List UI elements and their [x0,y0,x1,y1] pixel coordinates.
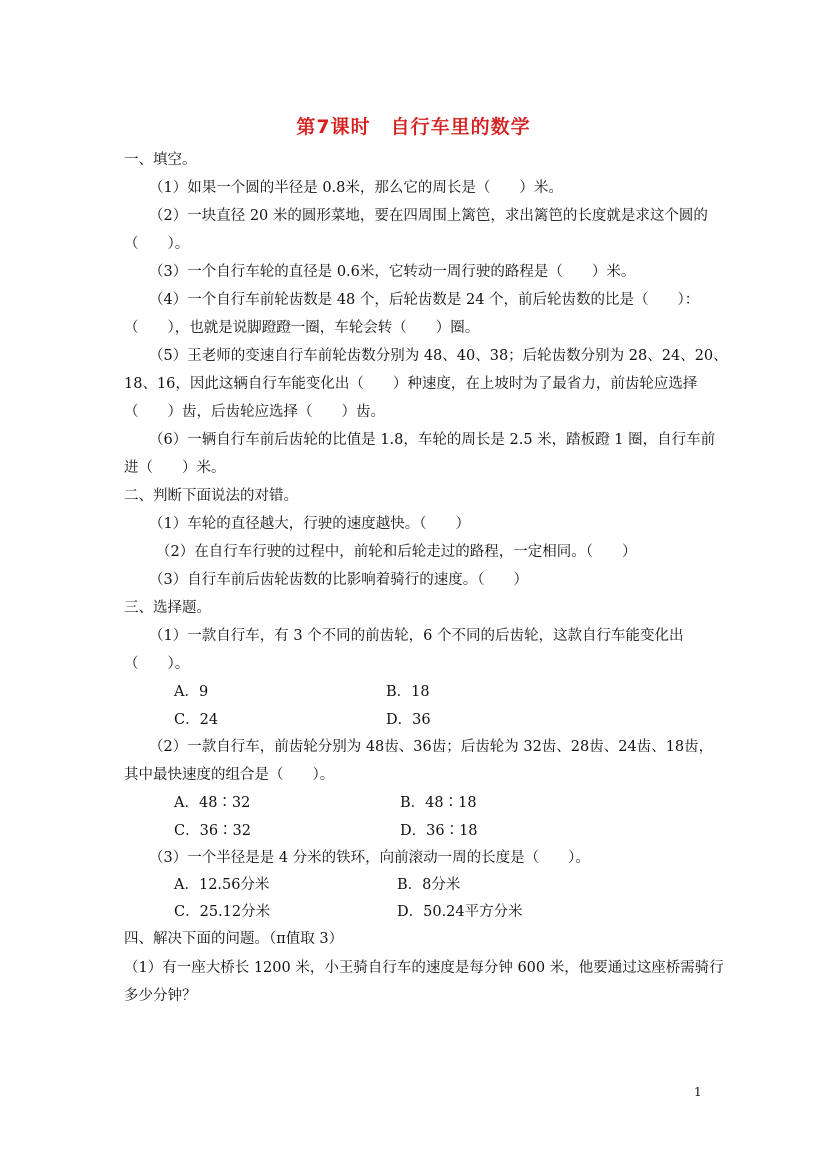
s3-question-2-line-1: （2）一款自行车，前齿轮分别为 48齿、36齿；后齿轮为 32齿、28齿、24齿、18齿， [149,739,714,755]
s4-question-1-line-2: 多少分钟？ [124,988,197,1004]
s1-question-2-line-1: （2）一块直径 20 米的圆形菜地，要在四周围上篱笆，求出篱笆的长度就是求这个圆的 [149,208,708,224]
s1-question-6-line-1: （6）一辆自行车前后齿轮的比值是 1.8，车轮的周长是 2.5 米，踏板蹬 1 圈，自行车前 [149,432,716,448]
s2-question-3: （3）自行车前后齿轮齿数的比影响着骑行的速度。（ ） [149,572,528,588]
s1-question-4-line-2: （ ），也就是说脚蹬蹬一圈，车轮会转（ ）圈。 [124,320,480,336]
s3-q1-option-b: B．18 [386,684,430,700]
s3-question-1-line-1: （1）一款自行车，有 3 个不同的前齿轮，6 个不同的后齿轮，这款自行车能变化出 [149,628,684,644]
s2-question-1: （1）车轮的直径越大，行驶的速度越快。（ ） [149,516,470,532]
s1-question-5-line-2: 18、16，因此这辆自行车能变化出（ ）种速度，在上坡时为了最省力，前齿轮应选择 [124,376,698,392]
s2-question-2: （2）在自行车行驶的过程中，前轮和后轮走过的路程，一定相同。（ ） [156,544,637,560]
s3-q2-option-b: B．48∶18 [400,795,477,811]
s3-q1-option-c: C．24 [174,712,219,728]
s3-q3-option-b: B．8分米 [397,877,461,893]
s3-q2-option-d: D．36∶18 [400,823,478,839]
section-3-heading: 三、选择题。 [124,600,211,616]
s1-question-1: （1）如果一个圆的半径是 0.8米，那么它的周长是（ ）米。 [149,180,563,196]
s3-q3-option-a: A．12.56分米 [174,877,270,893]
s3-q2-option-a: A．48∶32 [174,795,251,811]
s1-question-5-line-1: （5）王老师的变速自行车前轮齿数分别为 48、40、38；后轮齿数分别为 28、24、20、 [149,348,728,364]
s4-question-1-line-1: （1）有一座大桥长 1200 米，小王骑自行车的速度是每分钟 600 米，他要通过这座桥需骑行 [124,960,724,976]
section-2-heading: 二、判断下面说法的对错。 [124,488,298,504]
s1-question-3: （3）一个自行车轮的直径是 0.6米，它转动一周行驶的路程是（ ）米。 [149,264,636,280]
s3-q2-option-c: C．36∶32 [174,823,251,839]
s1-question-6-line-2: 进（ ）米。 [124,460,226,476]
lesson-title: 第7课时 自行车里的数学 [296,116,531,138]
s1-question-5-line-3: （ ）齿，后齿轮应选择（ ）齿。 [124,404,385,420]
page-number: 1 [694,1085,702,1099]
s3-question-1-line-2: （ ）。 [124,656,190,672]
s3-question-2-line-2: 其中最快速度的组合是（ ）。 [124,767,335,783]
s1-question-2-line-2: （ ）。 [124,236,190,252]
section-1-heading: 一、填空。 [124,152,197,168]
section-4-heading: 四、解决下面的问题。（π值取 3） [124,931,344,947]
s3-q3-option-c: C．25.12分米 [174,904,271,920]
s3-q1-option-a: A．9 [174,684,209,700]
s3-q1-option-d: D．36 [386,712,431,728]
s3-question-3: （3）一个半径是是 4 分米的铁环，向前滚动一周的长度是（ ）。 [149,850,590,866]
s3-q3-option-d: D．50.24平方分米 [397,904,523,920]
s1-question-4-line-1: （4）一个自行车前轮齿数是 48 个，后轮齿数是 24 个，前后轮齿数的比是（ ）： [149,292,700,308]
